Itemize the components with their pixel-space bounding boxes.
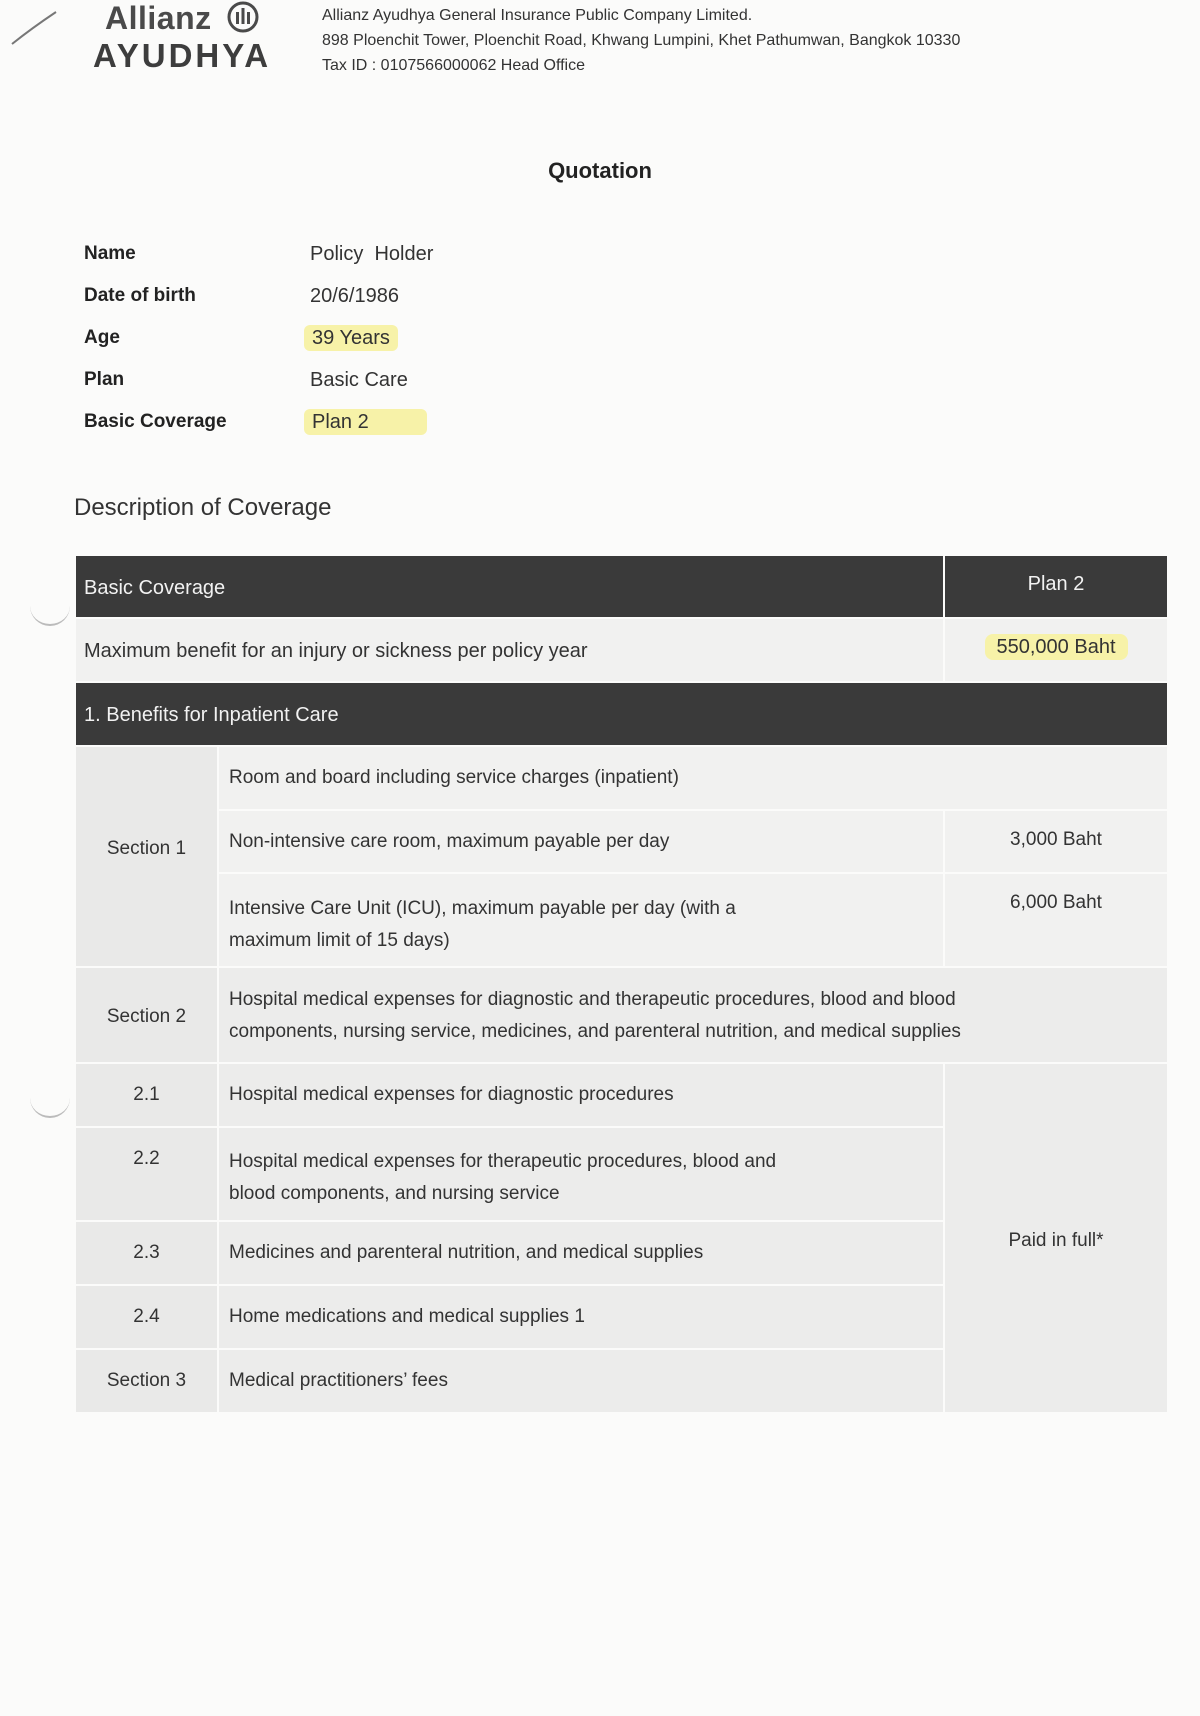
section1-label: Section 1 xyxy=(106,838,187,859)
info-value xyxy=(310,411,427,434)
section3-label: Section 3 xyxy=(106,1370,187,1391)
info-value: Policy Holder xyxy=(310,243,434,265)
company-tax-id: Tax ID : 0107566000062 Head Office xyxy=(322,57,585,74)
row-2-3-num: 2.3 xyxy=(133,1242,160,1263)
info-label: Basic Coverage xyxy=(84,411,227,432)
row-2-3-text: Medicines and parenteral nutrition, and medical supplies xyxy=(229,1242,704,1263)
max-benefit-row xyxy=(76,619,1167,681)
inpatient-heading-row xyxy=(76,683,1167,745)
coverage-heading: Description of Coverage xyxy=(74,494,332,521)
non-icu-label: Non-intensive care room, maximum payable per day xyxy=(229,831,670,852)
info-label: Age xyxy=(84,327,120,348)
icu-row xyxy=(219,874,943,966)
company-address-block xyxy=(322,3,960,78)
company-address: 898 Ploenchit Tower, Ploenchit Road, Khwang Lumpini, Khet Pathumwan, Bangkok 10330 xyxy=(322,32,961,49)
section2-line2: components, nursing service, medicines, and parenteral nutrition, and medical supplies xyxy=(229,1021,961,1042)
icu-value: 6,000 Baht xyxy=(945,874,1167,966)
section1-title-row xyxy=(219,747,1167,809)
logo-brand xyxy=(72,0,292,41)
company-logo xyxy=(72,0,292,75)
logo-sub: AYUDHYA xyxy=(92,36,272,74)
info-label: Plan xyxy=(84,369,125,390)
highlighted-age: 39 Years xyxy=(304,325,398,351)
row-2-3-num-cell xyxy=(76,1222,217,1284)
row-2-1-num: 2.1 xyxy=(133,1084,160,1105)
section3-text: Medical practitioners’ fees xyxy=(229,1370,448,1391)
info-value xyxy=(310,327,398,350)
row-2-2-line1: Hospital medical expenses for therapeutic procedures, blood and xyxy=(229,1151,777,1172)
section3-label-cell xyxy=(76,1350,217,1412)
row-2-2-num: 2.2 xyxy=(133,1148,160,1169)
info-value: Basic Care xyxy=(310,369,408,391)
max-benefit-value: 550,000 Baht xyxy=(985,634,1128,660)
info-label: Name xyxy=(84,243,136,264)
inpatient-heading: 1. Benefits for Inpatient Care xyxy=(84,704,339,726)
row-2-1-num-cell xyxy=(76,1064,217,1126)
section2-label-cell xyxy=(76,968,217,1062)
row-2-1-text: Hospital medical expenses for diagnostic procedures xyxy=(229,1084,674,1105)
row-2-4-text: Home medications and medical supplies 1 xyxy=(229,1306,585,1327)
header-plan: Plan 2 xyxy=(945,556,1167,617)
paid-in-full-cell: Paid in full* xyxy=(945,1064,1167,1412)
row-2-2-num-cell xyxy=(76,1128,217,1220)
icu-label-line1: Intensive Care Unit (ICU), maximum payable per day (with a xyxy=(229,898,736,919)
row-2-2-line2: blood components, and nursing service xyxy=(229,1183,560,1204)
logo-brand-text: Allianz xyxy=(104,0,212,36)
row-2-4-num-cell xyxy=(76,1286,217,1348)
info-label: Date of birth xyxy=(84,285,196,306)
section2-line1: Hospital medical expenses for diagnostic and therapeutic procedures, blood and blood xyxy=(229,989,956,1010)
row-2-2-text-cell xyxy=(219,1128,943,1220)
section3-text-cell xyxy=(219,1350,943,1412)
section2-desc-row xyxy=(219,968,1167,1062)
row-2-3-text-cell xyxy=(219,1222,943,1284)
icu-label-line2: maximum limit of 15 days) xyxy=(229,930,450,951)
section1-label-cell xyxy=(76,747,217,966)
company-name: Allianz Ayudhya General Insurance Public Company Limited. xyxy=(322,7,753,24)
header-basic-coverage: Basic Coverage xyxy=(84,577,226,599)
row-2-4-num: 2.4 xyxy=(133,1306,160,1327)
punch-hole-mark xyxy=(30,1090,70,1118)
punch-hole-mark xyxy=(30,598,70,626)
table-header-row xyxy=(76,556,1167,617)
pen-stroke-mark xyxy=(8,6,60,48)
info-value: 20/6/1986 xyxy=(310,285,399,307)
non-icu-value: 3,000 Baht xyxy=(945,811,1167,872)
allianz-eagle-icon xyxy=(227,1,259,41)
page-title: Quotation xyxy=(548,158,652,183)
row-2-1-text-cell xyxy=(219,1064,943,1126)
non-icu-row xyxy=(219,811,943,872)
section2-label: Section 2 xyxy=(106,1006,187,1027)
section1-title: Room and board including service charges (inpatient) xyxy=(229,767,679,788)
row-2-4-text-cell xyxy=(219,1286,943,1348)
max-benefit-label: Maximum benefit for an injury or sickness per policy year xyxy=(84,640,588,662)
highlighted-coverage: Plan 2 xyxy=(304,409,427,435)
